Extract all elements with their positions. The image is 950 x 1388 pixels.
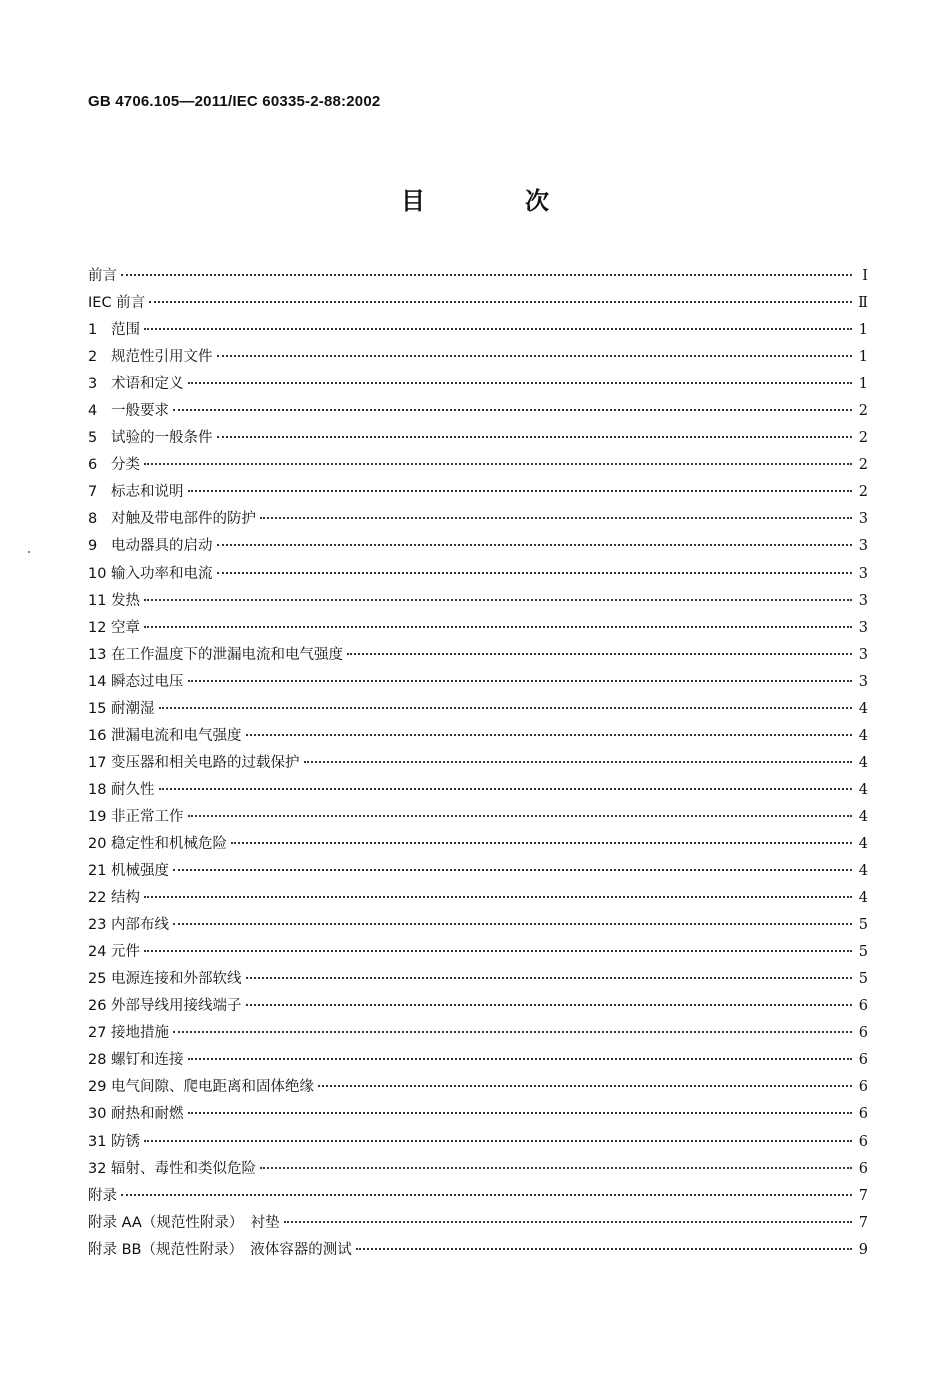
toc-dot-leader [246, 734, 853, 736]
toc-entry-number: 8 [88, 511, 98, 528]
toc-entry[interactable] [88, 534, 868, 561]
toc-entry-label: 非正常工作 [111, 808, 184, 825]
toc-dot-leader [188, 490, 853, 492]
toc-entry-label: 耐久性 [111, 781, 155, 798]
toc-entry-number: 17 [88, 754, 107, 771]
toc-dot-leader [144, 599, 852, 601]
toc-entry-page-number: 6 [858, 1133, 868, 1150]
toc-entry-number: 27 [88, 1025, 107, 1042]
toc-entry-page-number: 3 [858, 538, 868, 555]
toc-entry-number: 4 [88, 403, 98, 420]
toc-entry[interactable] [88, 778, 868, 805]
toc-dot-leader [217, 355, 853, 357]
toc-entry[interactable] [88, 967, 868, 994]
toc-entry-page-number: 7 [858, 1214, 868, 1231]
toc-entry-page-number: 6 [858, 1079, 868, 1096]
toc-entry-label: IEC 前言 [88, 295, 146, 312]
toc-entry-page-number: 3 [858, 619, 868, 636]
toc-entry-number: 18 [88, 781, 107, 798]
toc-entry-page-number: Ⅱ [858, 295, 868, 312]
toc-entry[interactable] [88, 616, 868, 643]
toc-entry-page-number: 5 [858, 944, 868, 961]
toc-entry-page-number: 3 [858, 646, 868, 663]
toc-dot-leader [188, 815, 853, 817]
toc-entry-label: 辐射、毒性和类似危险 [111, 1160, 256, 1177]
toc-entry-number: 23 [88, 917, 107, 934]
toc-dot-leader [144, 626, 852, 628]
toc-entry-label: 附录 [88, 1187, 117, 1204]
toc-entry[interactable] [88, 994, 868, 1021]
toc-entry-label: 对触及带电部件的防护 [111, 511, 256, 528]
toc-entry[interactable] [88, 426, 868, 453]
toc-dot-leader [121, 274, 852, 276]
toc-entry[interactable] [88, 697, 868, 724]
toc-entry[interactable] [88, 1075, 868, 1102]
toc-entry-label: 机械强度 [111, 863, 169, 880]
toc-entry-page-number: 2 [858, 484, 868, 501]
toc-entry-label: 元件 [111, 944, 140, 961]
toc-dot-leader [217, 572, 853, 574]
toc-entry-page-number: Ⅰ [862, 268, 868, 284]
toc-entry[interactable] [88, 1021, 868, 1048]
toc-entry-number: 5 [88, 430, 98, 447]
toc-dot-leader [173, 409, 852, 411]
scan-speck [28, 551, 30, 553]
toc-entry[interactable] [88, 1238, 868, 1265]
toc-entry-page-number: 4 [858, 835, 868, 852]
toc-entry-number: 12 [88, 619, 107, 636]
toc-entry-page-number: 2 [858, 430, 868, 447]
toc-dot-leader [144, 463, 852, 465]
toc-entry-label: 空章 [111, 619, 140, 636]
toc-dot-leader [159, 788, 853, 790]
toc-entry-label: 分类 [111, 457, 140, 474]
toc-entry-page-number: 2 [858, 457, 868, 474]
toc-entry[interactable] [88, 805, 868, 832]
toc-entry-number: 7 [88, 484, 98, 501]
toc-entry[interactable] [88, 318, 868, 345]
toc-entry[interactable] [88, 751, 868, 778]
table-of-contents [88, 264, 868, 1265]
toc-entry-label: 耐潮湿 [111, 700, 155, 717]
toc-entry-page-number: 1 [858, 349, 868, 366]
toc-entry-page-number: 3 [858, 511, 868, 528]
toc-dot-leader [188, 680, 853, 682]
toc-entry[interactable] [88, 1130, 868, 1157]
toc-entry-page-number: 9 [858, 1241, 868, 1258]
toc-entry-number: 13 [88, 646, 107, 663]
toc-dot-leader [246, 977, 853, 979]
toc-dot-leader [144, 328, 852, 330]
toc-entry-number: 29 [88, 1079, 107, 1096]
toc-entry-page-number: 1 [858, 376, 868, 393]
toc-dot-leader [144, 1140, 852, 1142]
toc-entry[interactable] [88, 859, 868, 886]
toc-entry-page-number: 4 [858, 700, 868, 717]
toc-dot-leader [304, 761, 853, 763]
toc-entry[interactable] [88, 832, 868, 859]
toc-entry-label: 电气间隙、爬电距离和固体绝缘 [111, 1079, 314, 1096]
toc-entry-page-number: 4 [858, 781, 868, 798]
toc-entry[interactable] [88, 345, 868, 372]
toc-dot-leader [144, 896, 852, 898]
toc-entry-label: 前言 [88, 268, 117, 284]
toc-entry-number: 30 [88, 1106, 107, 1123]
toc-entry-number: 10 [88, 565, 107, 582]
toc-entry-label: 瞬态过电压 [111, 673, 184, 690]
toc-entry-label: 标志和说明 [111, 484, 184, 501]
toc-entry-number: 31 [88, 1133, 107, 1150]
toc-entry[interactable] [88, 480, 868, 507]
toc-entry-label: 附录 BB（规范性附录） 液体容器的测试 [88, 1241, 352, 1258]
toc-entry-number: 15 [88, 700, 107, 717]
toc-entry-label: 稳定性和机械危险 [111, 835, 227, 852]
toc-entry-number: 20 [88, 835, 107, 852]
toc-dot-leader [347, 653, 852, 655]
toc-entry[interactable] [88, 291, 868, 318]
toc-entry-page-number: 5 [858, 917, 868, 934]
toc-entry-page-number: 6 [858, 1052, 868, 1069]
toc-entry-number: 32 [88, 1160, 107, 1177]
toc-dot-leader [173, 1031, 852, 1033]
toc-entry-label: 附录 AA（规范性附录） 衬垫 [88, 1214, 280, 1231]
toc-entry-number: 24 [88, 944, 107, 961]
toc-entry-label: 术语和定义 [111, 376, 184, 393]
toc-dot-leader [188, 382, 853, 384]
toc-title: 目 次 [401, 187, 587, 215]
toc-entry[interactable] [88, 886, 868, 913]
toc-entry-label: 泄漏电流和电气强度 [111, 727, 242, 744]
toc-dot-leader [149, 301, 852, 303]
toc-entry-number: 2 [88, 349, 98, 366]
toc-entry-number: 14 [88, 673, 107, 690]
toc-entry[interactable] [88, 940, 868, 967]
toc-entry[interactable] [88, 372, 868, 399]
toc-entry-number: 19 [88, 808, 107, 825]
toc-entry-page-number: 1 [858, 322, 868, 339]
toc-entry[interactable] [88, 724, 868, 751]
toc-dot-leader [173, 869, 852, 871]
toc-dot-leader [260, 517, 852, 519]
toc-entry-number: 25 [88, 971, 107, 988]
toc-entry[interactable] [88, 264, 868, 291]
toc-dot-leader [260, 1167, 852, 1169]
toc-dot-leader [144, 950, 852, 952]
toc-entry-label: 在工作温度下的泄漏电流和电气强度 [111, 646, 343, 663]
toc-dot-leader [231, 842, 852, 844]
toc-dot-leader [121, 1194, 852, 1196]
toc-entry-page-number: 4 [858, 863, 868, 880]
toc-entry-label: 范围 [111, 322, 140, 339]
toc-dot-leader [246, 1004, 853, 1006]
toc-entry-label: 内部布线 [111, 917, 169, 934]
toc-entry-number: 21 [88, 863, 107, 880]
toc-entry-number: 16 [88, 727, 107, 744]
toc-entry-page-number: 2 [858, 403, 868, 420]
toc-entry-label: 一般要求 [111, 403, 169, 420]
toc-entry-label: 耐热和耐燃 [111, 1106, 184, 1123]
toc-entry-page-number: 3 [858, 592, 868, 609]
toc-entry-label: 规范性引用文件 [111, 349, 213, 366]
toc-entry-label: 电动器具的启动 [111, 538, 213, 555]
toc-entry[interactable] [88, 453, 868, 480]
toc-entry[interactable] [88, 670, 868, 697]
toc-entry-label: 螺钉和连接 [111, 1052, 184, 1069]
toc-entry[interactable] [88, 643, 868, 670]
toc-dot-leader [284, 1221, 852, 1223]
toc-entry-label: 变压器和相关电路的过载保护 [111, 754, 300, 771]
toc-dot-leader [318, 1085, 852, 1087]
toc-entry[interactable] [88, 507, 868, 534]
toc-entry-page-number: 3 [858, 673, 868, 690]
toc-entry-page-number: 6 [858, 998, 868, 1015]
toc-entry-label: 电源连接和外部软线 [111, 971, 242, 988]
toc-entry-page-number: 7 [858, 1187, 868, 1204]
standard-code-header: GB 4706.105—2011/IEC 60335-2-88:2002 [88, 93, 381, 110]
toc-entry[interactable] [88, 1211, 868, 1238]
toc-entry-number: 26 [88, 998, 107, 1015]
toc-entry-page-number: 4 [858, 754, 868, 771]
toc-dot-leader [356, 1248, 852, 1250]
toc-dot-leader [159, 707, 853, 709]
toc-entry-label: 接地措施 [111, 1025, 169, 1042]
toc-entry[interactable] [88, 1102, 868, 1129]
toc-entry-label: 结构 [111, 890, 140, 907]
toc-entry-number: 11 [88, 592, 107, 609]
toc-entry[interactable] [88, 1184, 868, 1211]
toc-entry-number: 9 [88, 538, 98, 555]
toc-entry-number: 28 [88, 1052, 107, 1069]
toc-dot-leader [188, 1112, 853, 1114]
toc-entry[interactable] [88, 1157, 868, 1184]
toc-entry[interactable] [88, 1048, 868, 1075]
toc-entry-label: 试验的一般条件 [111, 430, 213, 447]
toc-entry-page-number: 3 [858, 565, 868, 582]
toc-entry-page-number: 5 [858, 971, 868, 988]
toc-dot-leader [173, 923, 852, 925]
toc-entry-number: 6 [88, 457, 98, 474]
toc-entry-page-number: 4 [858, 727, 868, 744]
toc-entry-page-number: 6 [858, 1025, 868, 1042]
toc-entry-page-number: 6 [858, 1160, 868, 1177]
toc-entry-label: 外部导线用接线端子 [111, 998, 242, 1015]
toc-entry[interactable] [88, 399, 868, 426]
toc-entry-label: 防锈 [111, 1133, 140, 1150]
toc-entry-number: 22 [88, 890, 107, 907]
toc-entry[interactable] [88, 913, 868, 940]
toc-dot-leader [217, 544, 853, 546]
toc-entry-page-number: 4 [858, 890, 868, 907]
toc-dot-leader [188, 1058, 853, 1060]
toc-dot-leader [217, 436, 853, 438]
toc-entry[interactable] [88, 589, 868, 616]
toc-entry-number: 1 [88, 322, 98, 339]
toc-entry-number: 3 [88, 376, 98, 393]
toc-entry-label: 发热 [111, 592, 140, 609]
toc-entry[interactable] [88, 562, 868, 589]
toc-entry-page-number: 4 [858, 808, 868, 825]
toc-entry-page-number: 6 [858, 1106, 868, 1123]
toc-entry-label: 输入功率和电流 [111, 565, 213, 582]
